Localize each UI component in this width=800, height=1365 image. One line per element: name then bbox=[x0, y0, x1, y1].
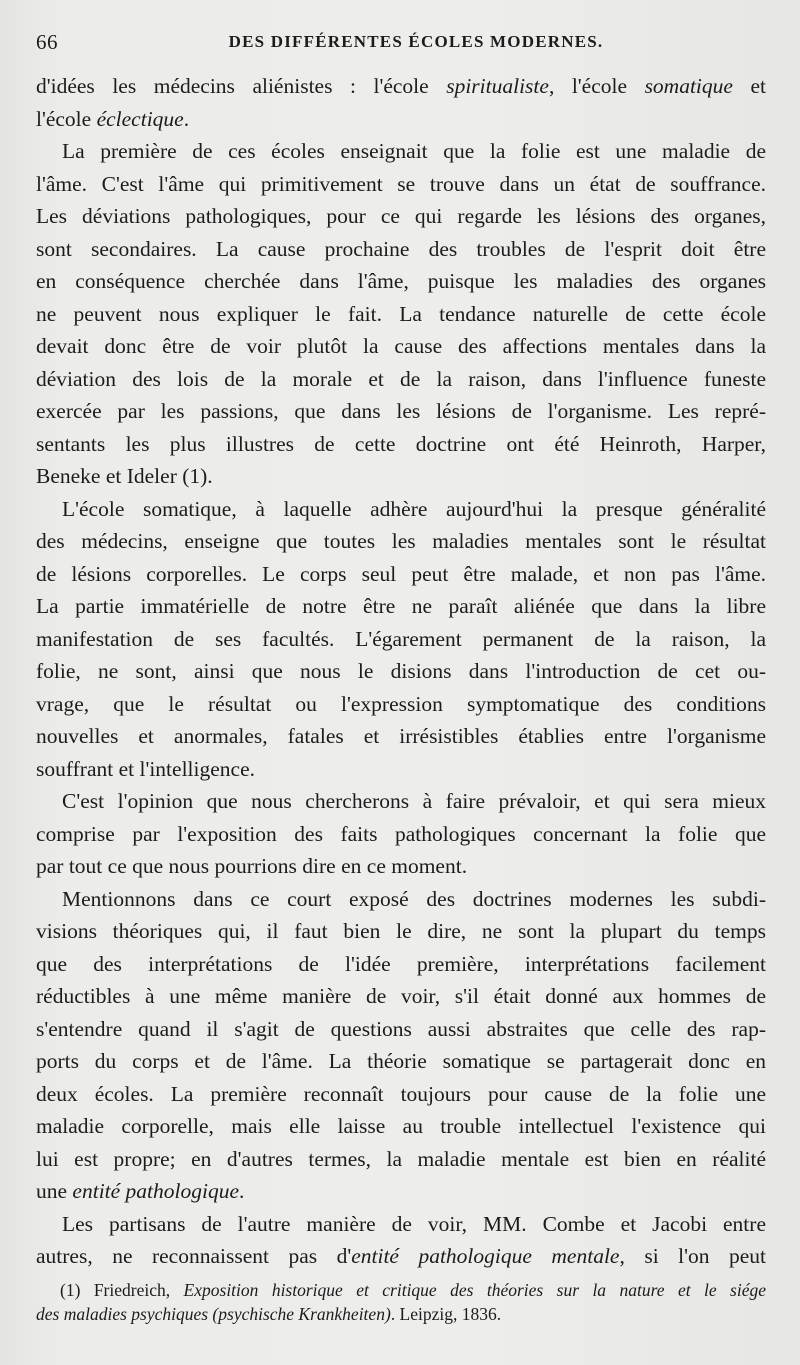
text-segment: lui est propre; en d'autres termes, la maladie mentale est bien en réalité bbox=[36, 1146, 766, 1171]
text-line bbox=[36, 1143, 766, 1176]
text-segment: une bbox=[36, 1179, 73, 1203]
text-segment: La première de ces écoles enseignait que la folie est une maladie de bbox=[62, 139, 766, 163]
text-line bbox=[36, 948, 766, 981]
text-segment: comprise par l'exposition des faits pathologiques concernant la folie que bbox=[36, 821, 766, 846]
text-segment: . Leipzig, 1836. bbox=[390, 1304, 502, 1324]
text-line bbox=[36, 980, 766, 1013]
italic-term: des maladies psychiques (psychische Krankheiten) bbox=[36, 1304, 391, 1324]
text-segment: que des interprétations de l'idée première, interprétations facilement bbox=[36, 951, 766, 976]
text-line bbox=[36, 883, 766, 916]
text-segment: ne peuvent nous expliquer le fait. La tendance naturelle de cette école bbox=[36, 301, 766, 326]
text-line bbox=[36, 1175, 766, 1208]
text-segment: visions théoriques qui, il faut bien le dire, ne sont la plupart du temps bbox=[36, 919, 766, 943]
footnote bbox=[36, 1278, 766, 1326]
italic-term: somatique bbox=[644, 74, 733, 98]
text-segment: deux écoles. La première reconnaît toujours pour cause de la folie une bbox=[36, 1081, 766, 1106]
text-segment: s'entendre quand il s'agit de questions aussi abstraites que celle des rap- bbox=[36, 1016, 766, 1041]
text-line bbox=[36, 1045, 766, 1078]
text-line bbox=[36, 785, 766, 818]
text-line bbox=[36, 428, 766, 461]
text-line bbox=[36, 298, 766, 331]
text-segment: d'idées les médecins aliénistes : l'école bbox=[36, 74, 447, 98]
text-line bbox=[36, 850, 766, 883]
text-segment: ports du corps et de l'âme. La théorie somatique se partagerait donc en bbox=[36, 1049, 766, 1073]
italic-term: entité pathologique mentale bbox=[351, 1244, 620, 1268]
text-line bbox=[36, 590, 766, 623]
footnote-line bbox=[36, 1278, 766, 1302]
text-line bbox=[36, 1078, 766, 1111]
text-segment: folie, ne sont, ainsi que nous le disions dans l'introduction de cet ou- bbox=[36, 659, 766, 683]
italic-term: entité pathologique bbox=[72, 1179, 240, 1203]
text-line bbox=[36, 168, 766, 201]
running-head bbox=[36, 30, 766, 60]
text-segment: en conséquence cherchée dans l'âme, puisque les maladies des organes bbox=[36, 269, 766, 293]
text-segment: devait donc être de voir plutôt la cause des affections mentales dans la bbox=[36, 334, 766, 358]
text-segment: Beneke et Ideler (1). bbox=[36, 464, 213, 488]
text-line bbox=[36, 330, 766, 363]
text-line bbox=[36, 363, 766, 396]
text-segment: Les déviations pathologiques, pour ce qui regarde les lésions des organes, bbox=[36, 204, 766, 228]
text-segment: manifestation de ses facultés. L'égarement permanent de la raison, la bbox=[36, 626, 766, 651]
text-segment: , l'école bbox=[548, 74, 645, 98]
text-segment: sentants les plus illustres de cette doctrine ont été Heinroth, Harper, bbox=[36, 431, 766, 456]
text-line bbox=[36, 688, 766, 721]
footnote-line bbox=[36, 1302, 766, 1326]
text-line bbox=[36, 753, 766, 786]
text-segment: sont secondaires. La cause prochaine des troubles de l'esprit doit être bbox=[36, 236, 766, 261]
text-line bbox=[36, 558, 766, 591]
text-line bbox=[36, 915, 766, 948]
text-segment: vrage, que le résultat ou l'expression symptomatique des conditions bbox=[36, 691, 766, 716]
text-segment: C'est l'opinion que nous chercherons à faire prévaloir, et qui sera mieux bbox=[62, 789, 766, 813]
text-segment: (1) Friedreich, bbox=[60, 1280, 184, 1300]
text-segment: par tout ce que nous pourrions dire en ce moment. bbox=[36, 854, 468, 878]
text-segment: et bbox=[732, 74, 766, 98]
text-segment: Mentionnons dans ce court exposé des doctrines modernes les subdi- bbox=[62, 886, 766, 911]
text-line bbox=[36, 233, 766, 266]
text-line bbox=[36, 460, 766, 493]
text-segment: L'école somatique, à laquelle adhère aujourd'hui la presque généralité bbox=[62, 496, 766, 521]
text-line bbox=[36, 1110, 766, 1143]
text-segment: . bbox=[183, 106, 190, 131]
text-segment: réductibles à une même manière de voir, s'il était donné aux hommes de bbox=[36, 984, 766, 1008]
text-segment: l'école bbox=[36, 106, 97, 131]
text-line bbox=[36, 135, 766, 168]
text-line bbox=[36, 70, 766, 103]
text-line bbox=[36, 200, 766, 233]
text-line bbox=[36, 525, 766, 558]
text-segment: des médecins, enseigne que toutes les maladies mentales sont le résultat bbox=[36, 529, 766, 553]
body-text bbox=[36, 70, 766, 1273]
text-line bbox=[36, 1013, 766, 1046]
text-line bbox=[36, 103, 766, 136]
italic-term: Exposition historique et critique des théories sur la nature et le siége bbox=[183, 1280, 766, 1300]
text-segment: exercée par les passions, que dans les lésions de l'organisme. Les repré- bbox=[36, 399, 766, 423]
text-segment: souffrant et l'intelligence. bbox=[36, 756, 255, 781]
text-segment: , si l'on peut bbox=[619, 1244, 766, 1268]
text-segment: de lésions corporelles. Le corps seul peut être malade, et non pas l'âme. bbox=[36, 561, 766, 586]
text-segment: . bbox=[239, 1179, 245, 1203]
text-line bbox=[36, 395, 766, 428]
italic-term: spiritualiste bbox=[446, 74, 549, 98]
text-segment: autres, ne reconnaissent pas d' bbox=[36, 1244, 352, 1268]
text-segment: maladie corporelle, mais elle laisse au trouble intellectuel l'existence qui bbox=[36, 1114, 766, 1138]
text-line bbox=[36, 623, 766, 656]
italic-term: éclectique bbox=[96, 106, 184, 131]
text-line bbox=[36, 1240, 766, 1273]
text-line bbox=[36, 818, 766, 851]
text-line bbox=[36, 265, 766, 298]
text-line bbox=[36, 1208, 766, 1241]
text-line bbox=[36, 493, 766, 526]
text-segment: l'âme. C'est l'âme qui primitivement se trouve dans un état de souffrance. bbox=[36, 171, 766, 196]
text-segment: nouvelles et anormales, fatales et irrésistibles établies entre l'organisme bbox=[36, 724, 766, 748]
text-segment: déviation des lois de la morale et de la raison, dans l'influence funeste bbox=[36, 366, 766, 391]
text-line bbox=[36, 720, 766, 753]
running-title: DES DIFFÉRENTES ÉCOLES MODERNES. bbox=[228, 32, 604, 51]
text-line bbox=[36, 655, 766, 688]
page-number: 66 bbox=[36, 30, 58, 54]
text-segment: Les partisans de l'autre manière de voir, MM. Combe et Jacobi entre bbox=[62, 1211, 766, 1236]
text-segment: La partie immatérielle de notre être ne paraît aliénée que dans la libre bbox=[36, 594, 766, 618]
